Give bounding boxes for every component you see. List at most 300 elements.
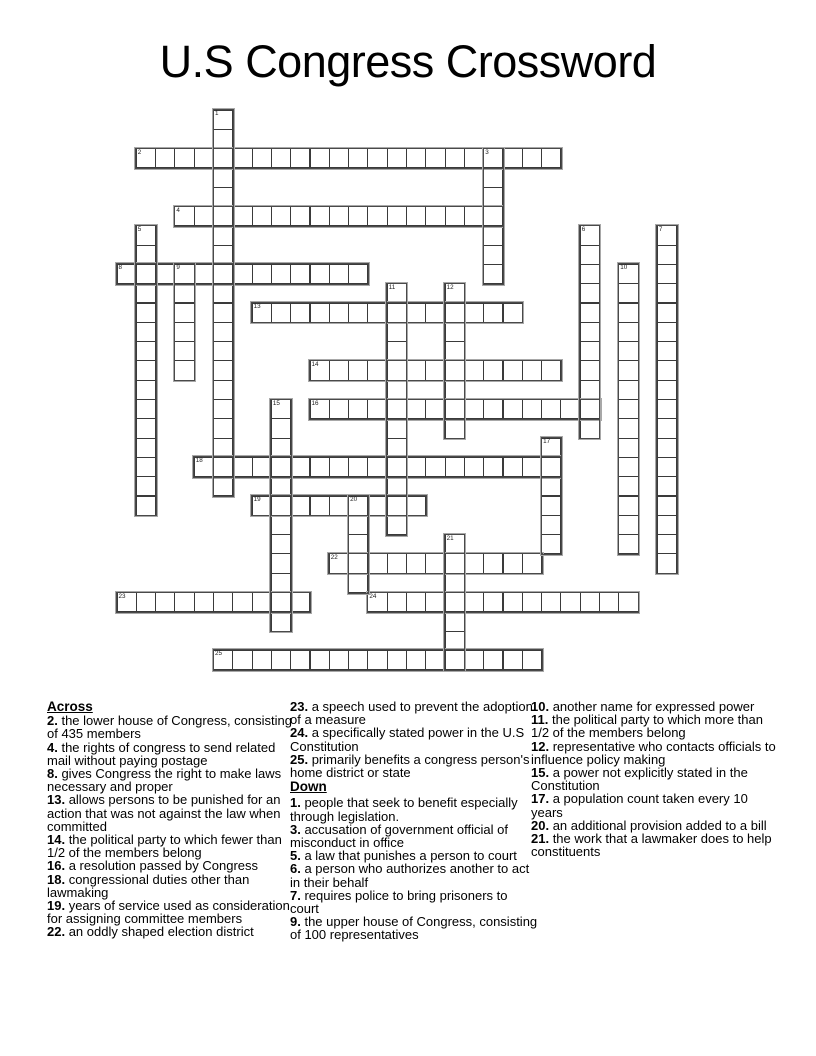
grid-cell-c9r2[interactable] — [290, 148, 310, 168]
grid-cell-c1r11[interactable] — [136, 322, 156, 342]
grid-cell-c14r28[interactable] — [387, 650, 407, 670]
grid-cell-c10r28[interactable] — [310, 650, 330, 670]
grid-cell-c22r21[interactable] — [541, 515, 561, 535]
grid-cell-c10r10[interactable] — [310, 303, 330, 323]
grid-cell-c18r23[interactable] — [464, 553, 484, 573]
grid-cell-c14r19[interactable] — [387, 476, 407, 496]
grid-cell-c5r14[interactable] — [213, 380, 233, 400]
grid-cell-c26r16[interactable] — [618, 418, 638, 438]
grid-cell-c11r10[interactable] — [329, 303, 349, 323]
grid-cell-c22r18[interactable] — [541, 457, 561, 477]
grid-cell-c25r25[interactable] — [599, 592, 619, 612]
grid-cell-c9r8[interactable] — [290, 264, 310, 284]
grid-cell-c3r2[interactable] — [174, 148, 194, 168]
grid-cell-c9r25[interactable] — [290, 592, 310, 612]
grid-cell-c8r20[interactable] — [271, 496, 291, 516]
grid-cell-c24r25[interactable] — [580, 592, 600, 612]
grid-cell-c1r13[interactable] — [136, 360, 156, 380]
grid-cell-c12r22[interactable] — [348, 534, 368, 554]
cell-number-24: 24 — [369, 592, 377, 600]
clue-across-19: 19. years of service used as consideration for assigning committee members — [47, 898, 290, 927]
grid-cell-c6r2[interactable] — [232, 148, 252, 168]
grid-cell-c18r15[interactable] — [464, 399, 484, 419]
grid-cell-c28r8[interactable] — [657, 264, 677, 284]
grid-cell-c12r28[interactable] — [348, 650, 368, 670]
grid-cell-c26r14[interactable] — [618, 380, 638, 400]
grid-cell-c9r5[interactable] — [290, 206, 310, 226]
grid-cell-c1r12[interactable] — [136, 341, 156, 361]
clue-number-label: 12. — [531, 738, 550, 754]
cell-number-6: 6 — [581, 225, 586, 233]
grid-cell-c14r16[interactable] — [387, 418, 407, 438]
grid-cell-c11r18[interactable] — [329, 457, 349, 477]
grid-cell-c5r1[interactable] — [213, 129, 233, 149]
grid-cell-c1r25[interactable] — [136, 592, 156, 612]
grid-cell-c24r7[interactable] — [580, 245, 600, 265]
grid-cell-c7r28[interactable] — [252, 650, 272, 670]
clue-number-label: 6. — [290, 861, 301, 877]
grid-cell-c5r8[interactable] — [213, 264, 233, 284]
grid-cell-c11r13[interactable] — [329, 360, 349, 380]
grid-cell-c5r17[interactable] — [213, 438, 233, 458]
grid-cell-c16r25[interactable] — [425, 592, 445, 612]
grid-cell-c5r12[interactable] — [213, 341, 233, 361]
grid-cell-c14r14[interactable] — [387, 380, 407, 400]
grid-cell-c24r15[interactable] — [580, 399, 600, 419]
grid-cell-c14r10[interactable] — [387, 303, 407, 323]
grid-cell-c17r5[interactable] — [445, 206, 465, 226]
clue-across-18: 18. congressional duties other than lawmaking — [47, 871, 250, 900]
grid-cell-c26r13[interactable] — [618, 360, 638, 380]
grid-cell-c12r24[interactable] — [348, 573, 368, 593]
clue-number-label: 1. — [290, 795, 301, 811]
grid-cell-c1r8[interactable] — [136, 264, 156, 284]
grid-cell-c18r28[interactable] — [464, 650, 484, 670]
grid-cell-c17r27[interactable] — [445, 631, 465, 651]
grid-cell-c21r13[interactable] — [522, 360, 542, 380]
grid-cell-c12r10[interactable] — [348, 303, 368, 323]
grid-cell-c19r7[interactable] — [483, 245, 503, 265]
grid-cell-c20r2[interactable] — [503, 148, 523, 168]
grid-cell-c28r10[interactable] — [657, 303, 677, 323]
cell-number-1: 1 — [215, 110, 219, 117]
grid-cell-c17r23[interactable] — [445, 553, 465, 573]
grid-cell-c13r20[interactable] — [367, 496, 387, 516]
grid-cell-c17r12[interactable] — [445, 341, 465, 361]
grid-cell-c26r9[interactable] — [618, 283, 638, 303]
clue-down-9: 9. the upper house of Congress, consisting of 100 representatives — [290, 914, 538, 943]
grid-cell-c26r18[interactable] — [618, 457, 638, 477]
grid-cell-c23r15[interactable] — [560, 399, 580, 419]
grid-cell-c13r23[interactable] — [367, 553, 387, 573]
grid-cell-c17r16[interactable] — [445, 418, 465, 438]
grid-cell-c21r18[interactable] — [522, 457, 542, 477]
grid-cell-c10r18[interactable] — [310, 457, 330, 477]
grid-cell-c19r25[interactable] — [483, 592, 503, 612]
grid-cell-c15r2[interactable] — [406, 148, 426, 168]
grid-cell-c10r8[interactable] — [310, 264, 330, 284]
grid-cell-c14r21[interactable] — [387, 515, 407, 535]
grid-cell-c8r5[interactable] — [271, 206, 291, 226]
grid-cell-c21r25[interactable] — [522, 592, 542, 612]
grid-cell-c1r7[interactable] — [136, 245, 156, 265]
grid-cell-c28r11[interactable] — [657, 322, 677, 342]
grid-cell-c5r18[interactable] — [213, 457, 233, 477]
grid-cell-c28r16[interactable] — [657, 418, 677, 438]
grid-cell-c12r2[interactable] — [348, 148, 368, 168]
grid-cell-c26r22[interactable] — [618, 534, 638, 554]
grid-cell-c28r15[interactable] — [657, 399, 677, 419]
grid-cell-c20r18[interactable] — [503, 457, 523, 477]
grid-cell-c18r10[interactable] — [464, 303, 484, 323]
grid-cell-c3r25[interactable] — [174, 592, 194, 612]
grid-cell-c17r25[interactable] — [445, 592, 465, 612]
grid-cell-c5r4[interactable] — [213, 187, 233, 207]
cell-number-13: 13 — [253, 303, 261, 310]
clues-column-right — [531, 700, 783, 858]
grid-cell-c21r15[interactable] — [522, 399, 542, 419]
grid-cell-c6r25[interactable] — [232, 592, 252, 612]
cell-number-17: 17 — [543, 438, 551, 446]
grid-cell-c5r10[interactable] — [213, 303, 233, 323]
grid-cell-c8r17[interactable] — [271, 438, 291, 458]
grid-cell-c4r25[interactable] — [194, 592, 214, 612]
grid-cell-c14r12[interactable] — [387, 341, 407, 361]
grid-cell-c6r18[interactable] — [232, 457, 252, 477]
grid-cell-c8r18[interactable] — [271, 457, 291, 477]
grid-cell-c8r21[interactable] — [271, 515, 291, 535]
grid-cell-c10r2[interactable] — [310, 148, 330, 168]
grid-cell-c17r2[interactable] — [445, 148, 465, 168]
grid-cell-c14r2[interactable] — [387, 148, 407, 168]
grid-cell-c7r18[interactable] — [252, 457, 272, 477]
clue-across-14: 14. the political party to which fewer than 1/2 of the members belong — [47, 832, 282, 861]
grid-cell-c17r14[interactable] — [445, 380, 465, 400]
grid-cell-c26r17[interactable] — [618, 438, 638, 458]
grid-cell-c4r5[interactable] — [194, 206, 214, 226]
grid-cell-c5r2[interactable] — [213, 148, 233, 168]
grid-cell-c17r18[interactable] — [445, 457, 465, 477]
grid-cell-c26r10[interactable] — [618, 303, 638, 323]
cell-number-8: 8 — [118, 264, 123, 272]
grid-cell-c24r9[interactable] — [580, 283, 600, 303]
grid-cell-c17r26[interactable] — [445, 611, 465, 631]
grid-cell-c16r10[interactable] — [425, 303, 445, 323]
grid-cell-c13r28[interactable] — [367, 650, 387, 670]
grid-cell-c8r22[interactable] — [271, 534, 291, 554]
grid-cell-c20r13[interactable] — [503, 360, 523, 380]
grid-cell-c21r23[interactable] — [522, 553, 542, 573]
grid-cell-c7r8[interactable] — [252, 264, 272, 284]
grid-cell-c22r13[interactable] — [541, 360, 561, 380]
grid-cell-c24r11[interactable] — [580, 322, 600, 342]
clue-number-label: 16. — [47, 858, 66, 874]
grid-cell-c9r18[interactable] — [290, 457, 310, 477]
grid-cell-c20r15[interactable] — [503, 399, 523, 419]
clue-across-8: 8. gives Congress the right to make laws necessary and proper — [47, 766, 282, 795]
grid-cell-c19r15[interactable] — [483, 399, 503, 419]
grid-cell-c16r13[interactable] — [425, 360, 445, 380]
grid-cell-c24r13[interactable] — [580, 360, 600, 380]
grid-cell-c9r20[interactable] — [290, 496, 310, 516]
grid-cell-c13r13[interactable] — [367, 360, 387, 380]
grid-cell-c19r8[interactable] — [483, 264, 503, 284]
grid-cell-c11r8[interactable] — [329, 264, 349, 284]
grid-cell-c5r9[interactable] — [213, 283, 233, 303]
grid-cell-c7r25[interactable] — [252, 592, 272, 612]
grid-cell-c7r2[interactable] — [252, 148, 272, 168]
grid-cell-c17r24[interactable] — [445, 573, 465, 593]
grid-cell-c21r2[interactable] — [522, 148, 542, 168]
across-heading: Across — [47, 699, 93, 714]
grid-cell-c22r19[interactable] — [541, 476, 561, 496]
grid-cell-c18r18[interactable] — [464, 457, 484, 477]
grid-cell-c8r24[interactable] — [271, 573, 291, 593]
grid-cell-c26r11[interactable] — [618, 322, 638, 342]
grid-cell-c15r23[interactable] — [406, 553, 426, 573]
grid-cell-c19r28[interactable] — [483, 650, 503, 670]
grid-cell-c19r13[interactable] — [483, 360, 503, 380]
grid-cell-c14r25[interactable] — [387, 592, 407, 612]
clue-number-label: 10. — [531, 699, 550, 714]
grid-cell-c1r20[interactable] — [136, 496, 156, 516]
grid-cell-c8r10[interactable] — [271, 303, 291, 323]
grid-cell-c14r5[interactable] — [387, 206, 407, 226]
grid-cell-c19r10[interactable] — [483, 303, 503, 323]
grid-cell-c21r28[interactable] — [522, 650, 542, 670]
grid-cell-c17r13[interactable] — [445, 360, 465, 380]
grid-cell-c13r15[interactable] — [367, 399, 387, 419]
grid-cell-c24r16[interactable] — [580, 418, 600, 438]
grid-cell-c28r18[interactable] — [657, 457, 677, 477]
grid-cell-c15r15[interactable] — [406, 399, 426, 419]
grid-cell-c1r10[interactable] — [136, 303, 156, 323]
grid-cell-c14r20[interactable] — [387, 496, 407, 516]
grid-cell-c17r15[interactable] — [445, 399, 465, 419]
grid-cell-c23r25[interactable] — [560, 592, 580, 612]
grid-cell-c16r18[interactable] — [425, 457, 445, 477]
clue-across-13: 13. allows persons to be punished for an action that was not against the law when committed — [47, 792, 281, 834]
grid-cell-c1r16[interactable] — [136, 418, 156, 438]
clue-across-25: 25. primarily benefits a congress person's home district or state — [290, 751, 530, 781]
grid-cell-c5r11[interactable] — [213, 322, 233, 342]
grid-cell-c6r8[interactable] — [232, 264, 252, 284]
grid-cell-c13r18[interactable] — [367, 457, 387, 477]
grid-cell-c3r9[interactable] — [174, 283, 194, 303]
grid-cell-c10r20[interactable] — [310, 496, 330, 516]
grid-cell-c7r5[interactable] — [252, 206, 272, 226]
grid-cell-c10r5[interactable] — [310, 206, 330, 226]
grid-cell-c26r20[interactable] — [618, 496, 638, 516]
grid-cell-c19r6[interactable] — [483, 225, 503, 245]
grid-cell-c28r22[interactable] — [657, 534, 677, 554]
grid-cell-c18r2[interactable] — [464, 148, 484, 168]
grid-cell-c28r14[interactable] — [657, 380, 677, 400]
grid-cell-c12r23[interactable] — [348, 553, 368, 573]
grid-cell-c14r18[interactable] — [387, 457, 407, 477]
grid-cell-c14r15[interactable] — [387, 399, 407, 419]
grid-cell-c5r15[interactable] — [213, 399, 233, 419]
grid-cell-c18r25[interactable] — [464, 592, 484, 612]
clue-down-5: 5. a law that punishes a person to court — [290, 848, 517, 864]
grid-cell-c22r20[interactable] — [541, 496, 561, 516]
grid-cell-c26r21[interactable] — [618, 515, 638, 535]
grid-cell-c13r10[interactable] — [367, 303, 387, 323]
clue-down-20: 20. an additional provision added to a bill — [531, 817, 767, 833]
grid-cell-c2r8[interactable] — [155, 264, 175, 284]
cell-number-21: 21 — [446, 534, 454, 542]
grid-cell-c28r19[interactable] — [657, 476, 677, 496]
grid-cell-c12r21[interactable] — [348, 515, 368, 535]
grid-cell-c28r23[interactable] — [657, 553, 677, 573]
grid-cell-c8r26[interactable] — [271, 611, 291, 631]
grid-cell-c20r28[interactable] — [503, 650, 523, 670]
grid-cell-c1r14[interactable] — [136, 380, 156, 400]
grid-cell-c12r13[interactable] — [348, 360, 368, 380]
grid-cell-c9r28[interactable] — [290, 650, 310, 670]
grid-cell-c3r11[interactable] — [174, 322, 194, 342]
cell-number-2: 2 — [137, 148, 142, 156]
grid-cell-c26r19[interactable] — [618, 476, 638, 496]
grid-cell-c26r25[interactable] — [618, 592, 638, 612]
grid-cell-c4r2[interactable] — [194, 148, 214, 168]
grid-cell-c12r18[interactable] — [348, 457, 368, 477]
grid-cell-c22r15[interactable] — [541, 399, 561, 419]
grid-cell-c15r28[interactable] — [406, 650, 426, 670]
grid-cell-c5r3[interactable] — [213, 167, 233, 187]
grid-cell-c19r4[interactable] — [483, 187, 503, 207]
grid-cell-c18r13[interactable] — [464, 360, 484, 380]
grid-cell-c16r28[interactable] — [425, 650, 445, 670]
grid-cell-c3r10[interactable] — [174, 303, 194, 323]
grid-cell-c18r5[interactable] — [464, 206, 484, 226]
grid-cell-c14r11[interactable] — [387, 322, 407, 342]
clue-number-label: 15. — [531, 765, 550, 781]
grid-cell-c26r12[interactable] — [618, 341, 638, 361]
grid-cell-c19r5[interactable] — [483, 206, 503, 226]
grid-cell-c1r9[interactable] — [136, 283, 156, 303]
grid-cell-c8r19[interactable] — [271, 476, 291, 496]
grid-cell-c11r2[interactable] — [329, 148, 349, 168]
grid-cell-c16r5[interactable] — [425, 206, 445, 226]
grid-cell-c14r17[interactable] — [387, 438, 407, 458]
grid-cell-c2r25[interactable] — [155, 592, 175, 612]
clue-number-label: 17. — [531, 791, 550, 807]
grid-cell-c1r19[interactable] — [136, 476, 156, 496]
grid-cell-c20r23[interactable] — [503, 553, 523, 573]
grid-cell-c4r8[interactable] — [194, 264, 214, 284]
grid-cell-c19r23[interactable] — [483, 553, 503, 573]
grid-cell-c8r25[interactable] — [271, 592, 291, 612]
grid-cell-c5r16[interactable] — [213, 418, 233, 438]
grid-cell-c8r23[interactable] — [271, 553, 291, 573]
grid-cell-c13r5[interactable] — [367, 206, 387, 226]
grid-cell-c5r19[interactable] — [213, 476, 233, 496]
grid-cell-c28r13[interactable] — [657, 360, 677, 380]
grid-cell-c8r2[interactable] — [271, 148, 291, 168]
grid-cell-c24r14[interactable] — [580, 380, 600, 400]
grid-cell-c22r2[interactable] — [541, 148, 561, 168]
grid-cell-c5r7[interactable] — [213, 245, 233, 265]
grid-cell-c3r12[interactable] — [174, 341, 194, 361]
grid-cell-c9r10[interactable] — [290, 303, 310, 323]
grid-cell-c17r10[interactable] — [445, 303, 465, 323]
grid-cell-c3r13[interactable] — [174, 360, 194, 380]
grid-cell-c16r23[interactable] — [425, 553, 445, 573]
grid-cell-c24r12[interactable] — [580, 341, 600, 361]
clues-column-left — [47, 700, 295, 939]
grid-cell-c15r20[interactable] — [406, 496, 426, 516]
grid-cell-c2r2[interactable] — [155, 148, 175, 168]
grid-cell-c19r3[interactable] — [483, 167, 503, 187]
grid-cell-c1r18[interactable] — [136, 457, 156, 477]
grid-cell-c1r15[interactable] — [136, 399, 156, 419]
grid-cell-c17r11[interactable] — [445, 322, 465, 342]
grid-cell-c12r5[interactable] — [348, 206, 368, 226]
grid-cell-c15r5[interactable] — [406, 206, 426, 226]
grid-cell-c22r22[interactable] — [541, 534, 561, 554]
down-clues-list-continued — [531, 700, 783, 858]
grid-cell-c13r2[interactable] — [367, 148, 387, 168]
grid-cell-c16r2[interactable] — [425, 148, 445, 168]
grid-cell-c6r28[interactable] — [232, 650, 252, 670]
grid-cell-c12r15[interactable] — [348, 399, 368, 419]
grid-cell-c5r6[interactable] — [213, 225, 233, 245]
grid-cell-c8r28[interactable] — [271, 650, 291, 670]
grid-cell-c8r16[interactable] — [271, 418, 291, 438]
clue-down-17: 17. a population count taken every 10 years — [531, 791, 748, 820]
grid-cell-c28r17[interactable] — [657, 438, 677, 458]
grid-cell-c20r10[interactable] — [503, 303, 523, 323]
clue-number-label: 5. — [290, 848, 301, 864]
cell-number-11: 11 — [388, 283, 396, 291]
grid-cell-c15r13[interactable] — [406, 360, 426, 380]
grid-cell-c5r25[interactable] — [213, 592, 233, 612]
grid-cell-c12r8[interactable] — [348, 264, 368, 284]
grid-cell-c15r25[interactable] — [406, 592, 426, 612]
grid-cell-c11r15[interactable] — [329, 399, 349, 419]
grid-cell-c14r23[interactable] — [387, 553, 407, 573]
grid-cell-c11r28[interactable] — [329, 650, 349, 670]
grid-cell-c1r17[interactable] — [136, 438, 156, 458]
grid-cell-c6r5[interactable] — [232, 206, 252, 226]
grid-cell-c28r21[interactable] — [657, 515, 677, 535]
grid-cell-c5r5[interactable] — [213, 206, 233, 226]
grid-cell-c26r15[interactable] — [618, 399, 638, 419]
grid-cell-c28r20[interactable] — [657, 496, 677, 516]
grid-cell-c17r28[interactable] — [445, 650, 465, 670]
grid-cell-c28r12[interactable] — [657, 341, 677, 361]
grid-cell-c28r7[interactable] — [657, 245, 677, 265]
grid-cell-c20r25[interactable] — [503, 592, 523, 612]
grid-cell-c11r5[interactable] — [329, 206, 349, 226]
grid-cell-c5r13[interactable] — [213, 360, 233, 380]
cell-number-23: 23 — [118, 592, 126, 600]
cell-number-12: 12 — [446, 283, 454, 291]
grid-cell-c15r18[interactable] — [406, 457, 426, 477]
grid-cell-c22r25[interactable] — [541, 592, 561, 612]
grid-cell-c16r15[interactable] — [425, 399, 445, 419]
grid-cell-c19r18[interactable] — [483, 457, 503, 477]
cell-number-15: 15 — [272, 399, 280, 407]
grid-cell-c8r8[interactable] — [271, 264, 291, 284]
grid-cell-c11r20[interactable] — [329, 496, 349, 516]
grid-cell-c28r9[interactable] — [657, 283, 677, 303]
grid-cell-c24r10[interactable] — [580, 303, 600, 323]
grid-cell-c24r8[interactable] — [580, 264, 600, 284]
grid-cell-c15r10[interactable] — [406, 303, 426, 323]
grid-cell-c14r13[interactable] — [387, 360, 407, 380]
